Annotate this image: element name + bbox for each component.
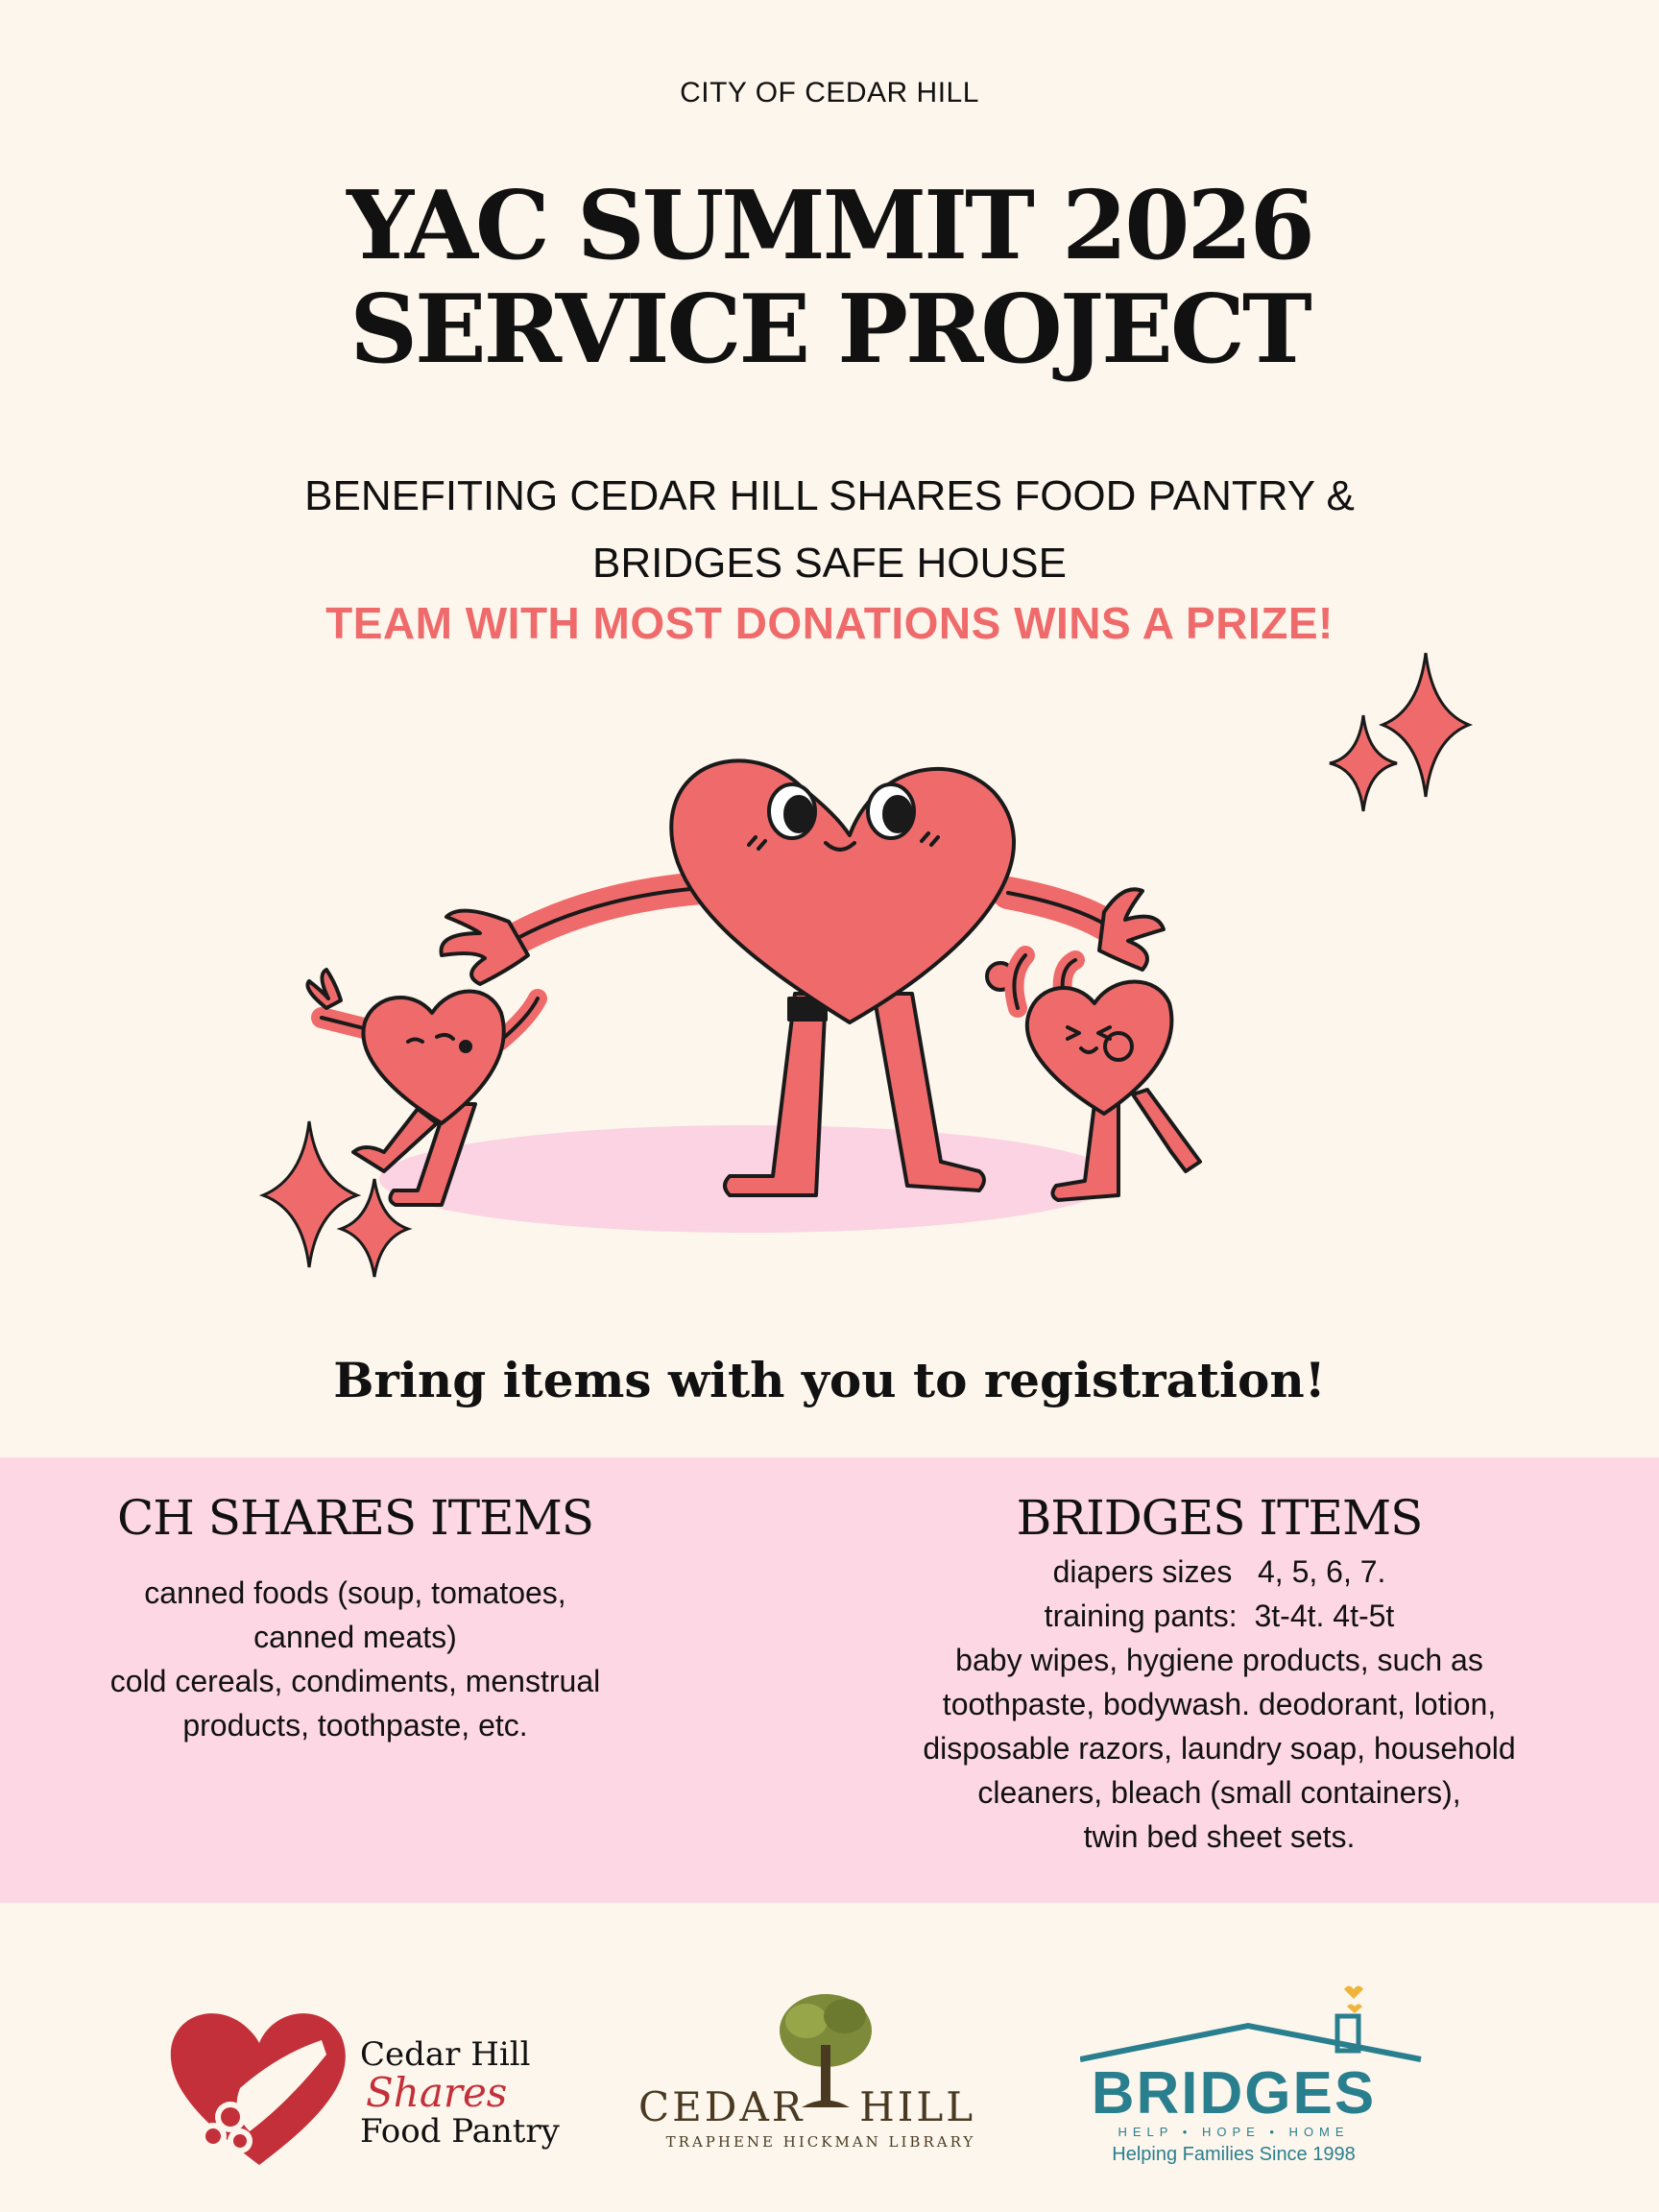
library-subtitle: TRAPHENE HICKMAN LIBRARY <box>665 2133 976 2151</box>
bridges-name: BRIDGES <box>1091 2060 1377 2127</box>
shares-logo-line2: Shares <box>366 2069 508 2116</box>
benefit-text <box>0 463 1659 597</box>
library-name-right: HILL <box>859 2083 976 2130</box>
dancing-hearts-illustration <box>250 653 1498 1286</box>
library-name-left: CEDAR <box>638 2083 805 2130</box>
shares-logo-line1: Cedar Hill <box>360 2035 531 2074</box>
house-roof-icon <box>1080 1978 1426 2064</box>
list-item: canned meats) <box>253 1620 457 1654</box>
benefit-line-2: BRIDGES SAFE HOUSE <box>592 540 1067 587</box>
sponsor-logos <box>0 1978 1659 2189</box>
title-line-1: YAC SUMMIT 2026 <box>347 171 1312 281</box>
list-item: twin bed sheet sets. <box>1083 1819 1356 1854</box>
page-title <box>0 171 1659 385</box>
bridges-logo <box>1080 1978 1445 2170</box>
list-item: products, toothpaste, etc. <box>182 1708 528 1743</box>
shares-logo-line3: Food Pantry <box>360 2112 560 2151</box>
list-item: baby wipes, hygiene products, such as <box>955 1643 1483 1677</box>
bridges-since: Helping Families Since 1998 <box>1112 2144 1356 2165</box>
list-item: toothpaste, bodywash. deodorant, lotion, <box>942 1687 1497 1721</box>
list-item: canned foods (soup, tomatoes, <box>144 1575 566 1610</box>
list-item: cold cereals, condiments, menstrual <box>109 1664 601 1698</box>
list-item: cleaners, bleach (small containers), <box>977 1775 1461 1810</box>
list-item: disposable razors, laundry soap, household <box>923 1731 1516 1766</box>
library-logo <box>638 1987 1003 2170</box>
list-item: diapers sizes 4, 5, 6, 7. <box>1052 1554 1386 1589</box>
cedar-hill-shares-logo <box>163 1997 566 2179</box>
benefit-line-1: BENEFITING CEDAR HILL SHARES FOOD PANTRY & <box>304 472 1355 519</box>
registration-callout: Bring items with you to registration! <box>333 1352 1326 1408</box>
bridges-heading: BRIDGES ITEMS <box>1016 1490 1423 1546</box>
donation-lists-band <box>0 1457 1659 1903</box>
bridges-list <box>845 1490 1594 1859</box>
heart-cornucopia-icon <box>163 1997 355 2170</box>
ch-shares-heading: CH SHARES ITEMS <box>116 1490 594 1546</box>
org-kicker: CITY OF CEDAR HILL <box>680 77 979 108</box>
list-item: training pants: 3t-4t. 4t-5t <box>1044 1599 1395 1633</box>
bridges-tagline: HELP • HOPE • HOME <box>1118 2125 1350 2139</box>
ch-shares-list <box>38 1490 672 1747</box>
title-line-2: SERVICE PROJECT <box>349 275 1310 385</box>
prize-banner: TEAM WITH MOST DONATIONS WINS A PRIZE! <box>325 598 1334 648</box>
